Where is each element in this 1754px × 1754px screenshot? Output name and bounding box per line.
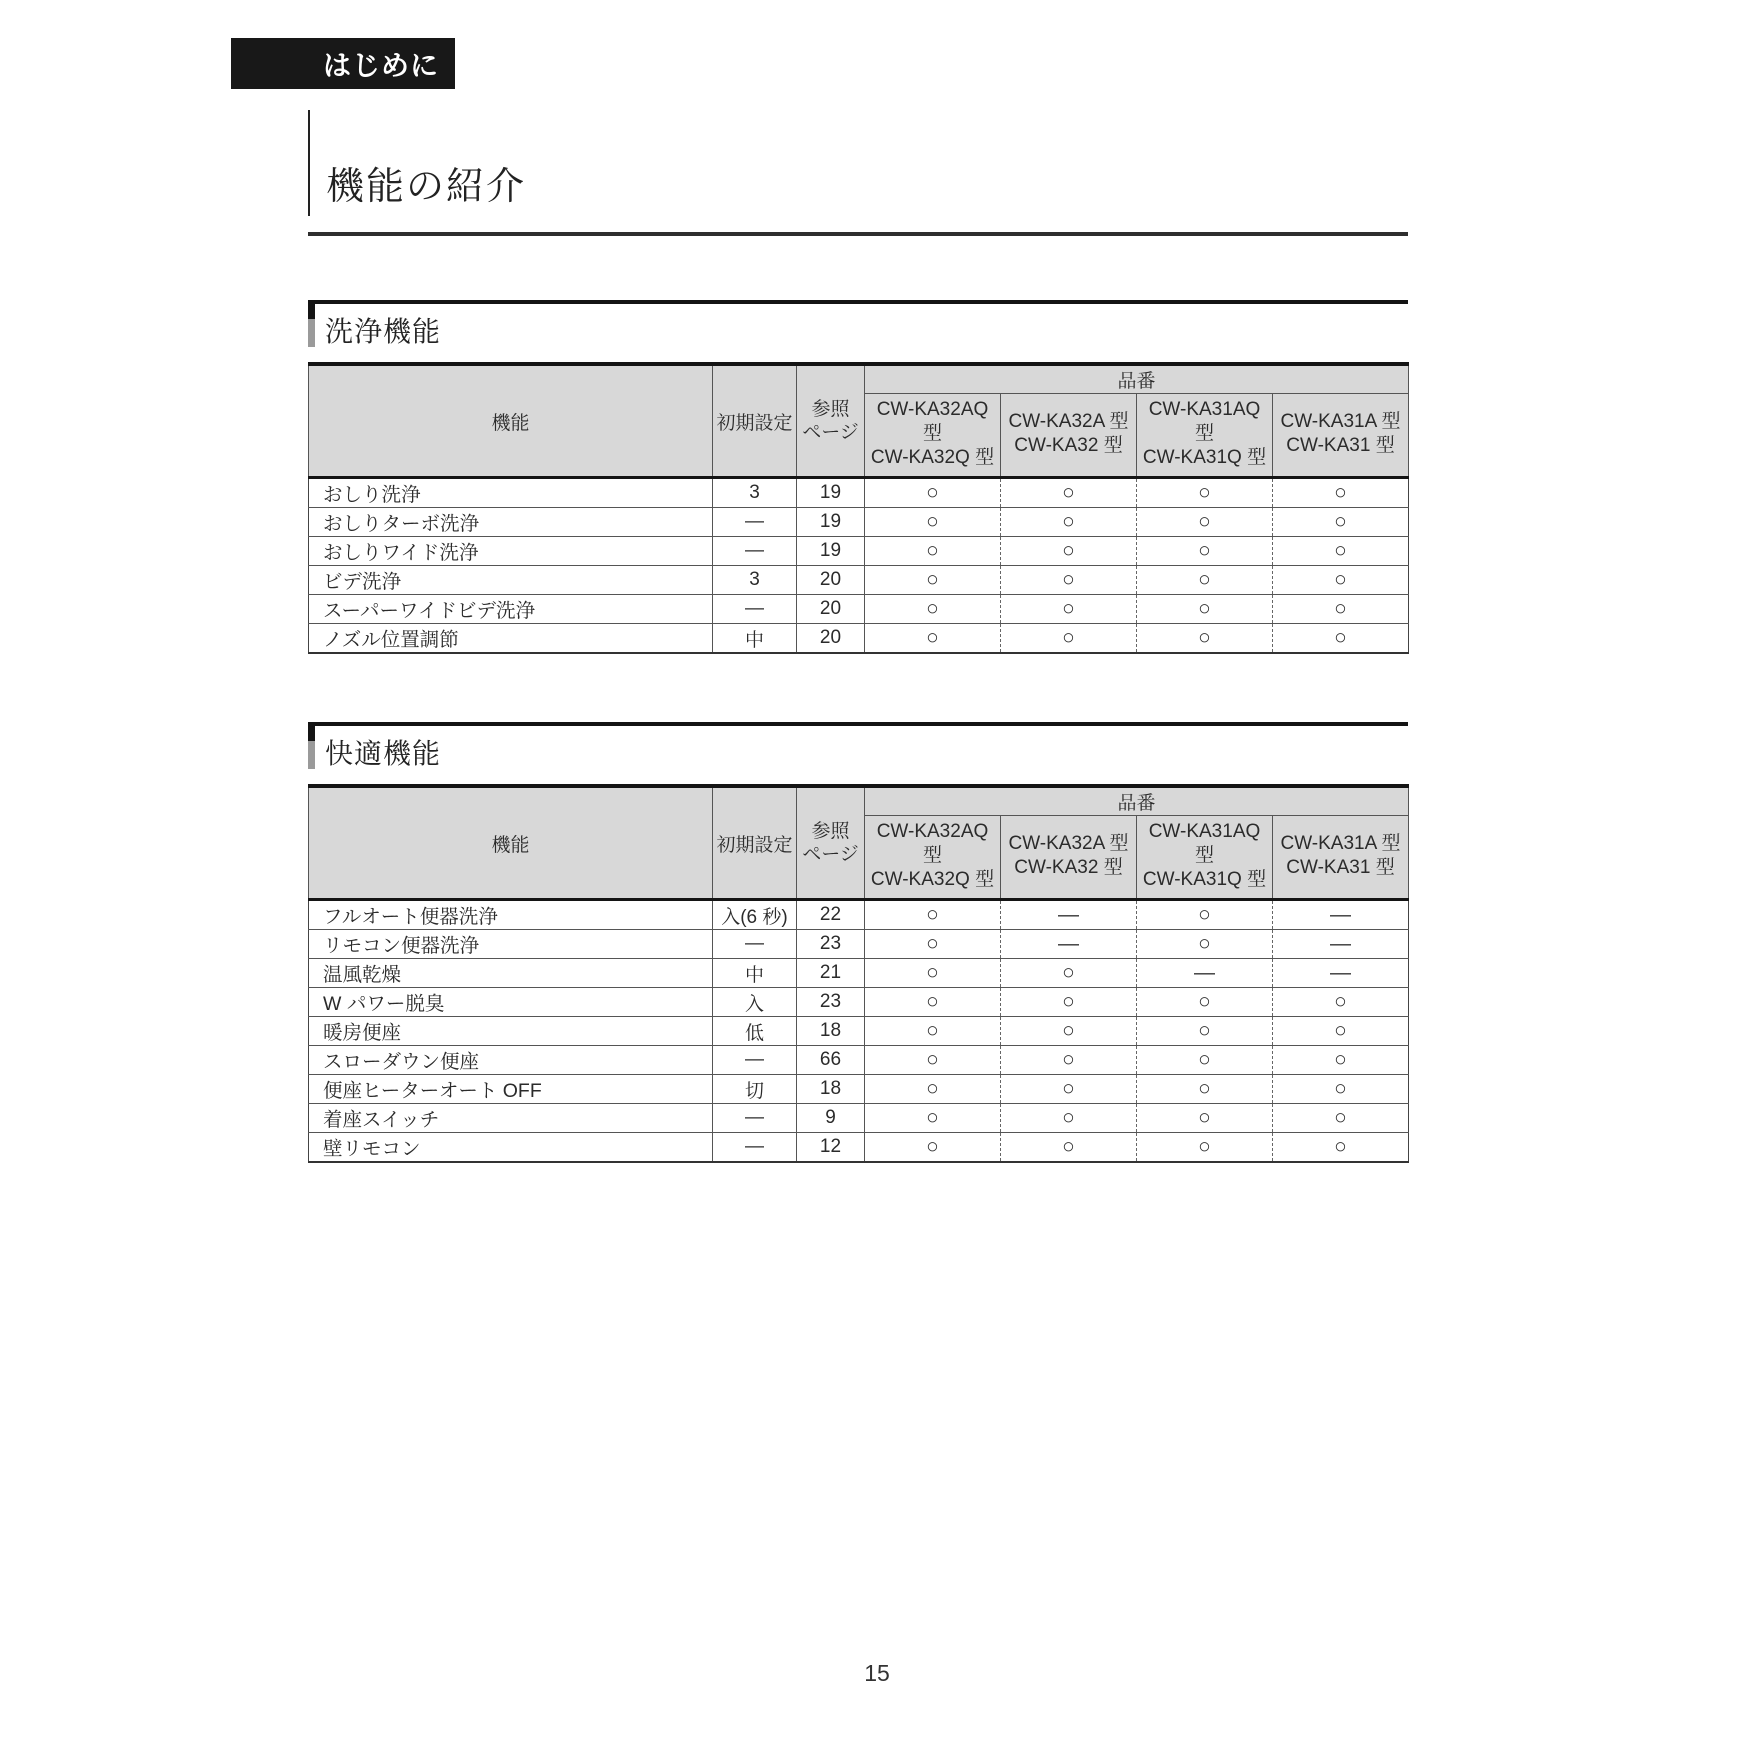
feature-name-cell: W パワー脱臭 [309, 988, 713, 1017]
availability-mark: ○ [1273, 595, 1409, 624]
initial-setting-cell: 中 [713, 959, 797, 988]
ref-page-cell: 20 [797, 624, 865, 654]
section-title: 快適機能 [325, 738, 442, 769]
availability-mark: ○ [1137, 508, 1273, 537]
availability-mark: ― [1273, 930, 1409, 959]
availability-mark: ○ [865, 1104, 1001, 1133]
feature-name-cell: おしり洗浄 [309, 478, 713, 508]
initial-setting-cell: ― [713, 537, 797, 566]
availability-mark: ○ [1273, 988, 1409, 1017]
col-header-model [1001, 394, 1137, 478]
availability-mark: ○ [1273, 1075, 1409, 1104]
col-header-model [865, 816, 1001, 900]
availability-mark: ○ [1137, 595, 1273, 624]
table-row [309, 1104, 1409, 1133]
feature-name-cell: スーパーワイドビデ洗浄 [309, 595, 713, 624]
feature-name-cell: 便座ヒーターオート OFF [309, 1075, 713, 1104]
initial-setting-cell: ― [713, 508, 797, 537]
model-name: CW-KA32 型 [1014, 435, 1123, 456]
availability-mark: ○ [1137, 1017, 1273, 1046]
table-row [309, 1046, 1409, 1075]
availability-mark: ○ [1001, 1017, 1137, 1046]
col-header-model [865, 394, 1001, 478]
availability-mark: ○ [1001, 508, 1137, 537]
initial-setting-cell: 入 [713, 988, 797, 1017]
table-row [309, 595, 1409, 624]
feature-name-cell: リモコン便器洗浄 [309, 930, 713, 959]
initial-setting-cell: 入(6 秒) [713, 900, 797, 930]
ref-page-cell: 12 [797, 1133, 865, 1163]
feature-name-cell: 壁リモコン [309, 1133, 713, 1163]
availability-mark: ○ [865, 508, 1001, 537]
table-row [309, 478, 1409, 508]
ref-line1: 参照 [811, 399, 850, 420]
table-body [309, 478, 1409, 654]
initial-setting-cell: ― [713, 1133, 797, 1163]
title-block [308, 110, 1408, 216]
ref-page-cell: 66 [797, 1046, 865, 1075]
availability-mark: ○ [1137, 537, 1273, 566]
content-column [308, 0, 1408, 1163]
ref-page-cell: 19 [797, 478, 865, 508]
page-number: 15 [864, 1660, 890, 1686]
col-header-ref-page [797, 786, 865, 900]
ref-line2: ページ [802, 422, 859, 443]
model-name: CW-KA31AQ 型 [1148, 821, 1261, 866]
col-header-product-group: 品番 [865, 364, 1409, 394]
model-name: CW-KA32AQ 型 [876, 821, 989, 866]
availability-mark: ○ [865, 1075, 1001, 1104]
ref-page-cell: 18 [797, 1017, 865, 1046]
model-name: CW-KA32Q 型 [870, 869, 995, 890]
table-row [309, 624, 1409, 654]
availability-mark: ○ [865, 595, 1001, 624]
feature-name-cell: おしりターボ洗浄 [309, 508, 713, 537]
col-header-initial-setting: 初期設定 [713, 364, 797, 478]
availability-mark: ○ [1001, 959, 1137, 988]
table-row [309, 930, 1409, 959]
ref-page-cell: 20 [797, 566, 865, 595]
availability-mark: ○ [865, 959, 1001, 988]
availability-mark: ○ [1001, 624, 1137, 654]
initial-setting-cell: ― [713, 1104, 797, 1133]
table-header [309, 786, 1409, 900]
availability-mark: ― [1137, 959, 1273, 988]
availability-mark: ○ [1001, 1075, 1137, 1104]
model-name: CW-KA32A 型 [1008, 411, 1129, 432]
page-title: 機能の紹介 [326, 166, 527, 208]
availability-mark: ○ [1137, 478, 1273, 508]
col-header-model [1273, 816, 1409, 900]
section-rule [308, 300, 1408, 350]
initial-setting-cell: 3 [713, 478, 797, 508]
availability-mark: ○ [1001, 1046, 1137, 1075]
table-body [309, 900, 1409, 1163]
col-header-model [1137, 816, 1273, 900]
availability-mark: ○ [865, 478, 1001, 508]
feature-name-cell: 温風乾燥 [309, 959, 713, 988]
initial-setting-cell: 低 [713, 1017, 797, 1046]
initial-setting-cell: 切 [713, 1075, 797, 1104]
availability-mark: ○ [865, 624, 1001, 654]
availability-mark: ○ [1137, 1133, 1273, 1163]
availability-mark: ○ [1137, 900, 1273, 930]
ref-page-cell: 9 [797, 1104, 865, 1133]
feature-name-cell: 着座スイッチ [309, 1104, 713, 1133]
model-name: CW-KA32 型 [1014, 857, 1123, 878]
feature-name-cell: スローダウン便座 [309, 1046, 713, 1075]
availability-mark: ○ [1137, 1075, 1273, 1104]
availability-mark: ― [1273, 959, 1409, 988]
col-header-function: 機能 [309, 786, 713, 900]
ref-line2: ページ [802, 844, 859, 865]
table-row [309, 900, 1409, 930]
initial-setting-cell: ― [713, 930, 797, 959]
ref-page-cell: 21 [797, 959, 865, 988]
availability-mark: ○ [1137, 988, 1273, 1017]
availability-mark: ○ [865, 537, 1001, 566]
model-name: CW-KA31Q 型 [1142, 869, 1267, 890]
table-row [309, 988, 1409, 1017]
availability-mark: ○ [1273, 1133, 1409, 1163]
availability-mark: ○ [1273, 537, 1409, 566]
availability-mark: ― [1001, 930, 1137, 959]
feature-name-cell: 暖房便座 [309, 1017, 713, 1046]
availability-mark: ○ [1273, 624, 1409, 654]
availability-mark: ○ [1137, 624, 1273, 654]
ref-line1: 参照 [811, 821, 850, 842]
model-name: CW-KA31A 型 [1280, 833, 1401, 854]
initial-setting-cell: 中 [713, 624, 797, 654]
col-header-product-group: 品番 [865, 786, 1409, 816]
availability-mark: ○ [1001, 1104, 1137, 1133]
ref-page-cell: 18 [797, 1075, 865, 1104]
table-header [309, 364, 1409, 478]
title-rule [308, 232, 1408, 236]
availability-mark: ○ [1001, 595, 1137, 624]
availability-mark: ○ [865, 566, 1001, 595]
model-name: CW-KA31AQ 型 [1148, 399, 1261, 444]
availability-mark: ○ [865, 1046, 1001, 1075]
wash-functions-section [308, 300, 1408, 654]
model-name: CW-KA32A 型 [1008, 833, 1129, 854]
ref-page-cell: 19 [797, 537, 865, 566]
table-row [309, 1017, 1409, 1046]
chapter-badge: はじめに [231, 38, 455, 89]
availability-mark: ― [1273, 900, 1409, 930]
comfort-functions-table [308, 784, 1409, 1163]
availability-mark: ○ [1001, 566, 1137, 595]
initial-setting-cell: ― [713, 595, 797, 624]
availability-mark: ○ [1273, 1017, 1409, 1046]
availability-mark: ― [1001, 900, 1137, 930]
availability-mark: ○ [865, 900, 1001, 930]
table-row [309, 1133, 1409, 1163]
availability-mark: ○ [1001, 478, 1137, 508]
availability-mark: ○ [1137, 930, 1273, 959]
availability-mark: ○ [1273, 1046, 1409, 1075]
availability-mark: ○ [865, 930, 1001, 959]
section-rule [308, 722, 1408, 772]
initial-setting-cell: 3 [713, 566, 797, 595]
model-name: CW-KA31 型 [1286, 435, 1395, 456]
model-name: CW-KA31A 型 [1280, 411, 1401, 432]
wash-functions-table [308, 362, 1409, 654]
ref-page-cell: 22 [797, 900, 865, 930]
feature-name-cell: おしりワイド洗浄 [309, 537, 713, 566]
model-name: CW-KA32AQ 型 [876, 399, 989, 444]
table-row [309, 508, 1409, 537]
ref-page-cell: 19 [797, 508, 865, 537]
model-name: CW-KA31 型 [1286, 857, 1395, 878]
col-header-model [1137, 394, 1273, 478]
ref-page-cell: 23 [797, 988, 865, 1017]
availability-mark: ○ [865, 988, 1001, 1017]
ref-page-cell: 20 [797, 595, 865, 624]
section-title: 洗浄機能 [325, 316, 442, 347]
availability-mark: ○ [865, 1133, 1001, 1163]
availability-mark: ○ [1001, 1133, 1137, 1163]
availability-mark: ○ [1001, 537, 1137, 566]
table-row [309, 1075, 1409, 1104]
availability-mark: ○ [1137, 566, 1273, 595]
ref-page-cell: 23 [797, 930, 865, 959]
availability-mark: ○ [1001, 988, 1137, 1017]
availability-mark: ○ [865, 1017, 1001, 1046]
col-header-ref-page [797, 364, 865, 478]
availability-mark: ○ [1273, 508, 1409, 537]
availability-mark: ○ [1273, 1104, 1409, 1133]
col-header-model [1273, 394, 1409, 478]
col-header-function: 機能 [309, 364, 713, 478]
availability-mark: ○ [1273, 478, 1409, 508]
model-name: CW-KA32Q 型 [870, 447, 995, 468]
col-header-initial-setting: 初期設定 [713, 786, 797, 900]
table-row [309, 537, 1409, 566]
availability-mark: ○ [1137, 1046, 1273, 1075]
comfort-functions-section [308, 722, 1408, 1163]
col-header-model [1001, 816, 1137, 900]
feature-name-cell: ノズル位置調節 [309, 624, 713, 654]
model-name: CW-KA31Q 型 [1142, 447, 1267, 468]
table-row [309, 566, 1409, 595]
initial-setting-cell: ― [713, 1046, 797, 1075]
feature-name-cell: ビデ洗浄 [309, 566, 713, 595]
table-row [309, 959, 1409, 988]
feature-name-cell: フルオート便器洗浄 [309, 900, 713, 930]
availability-mark: ○ [1137, 1104, 1273, 1133]
availability-mark: ○ [1273, 566, 1409, 595]
